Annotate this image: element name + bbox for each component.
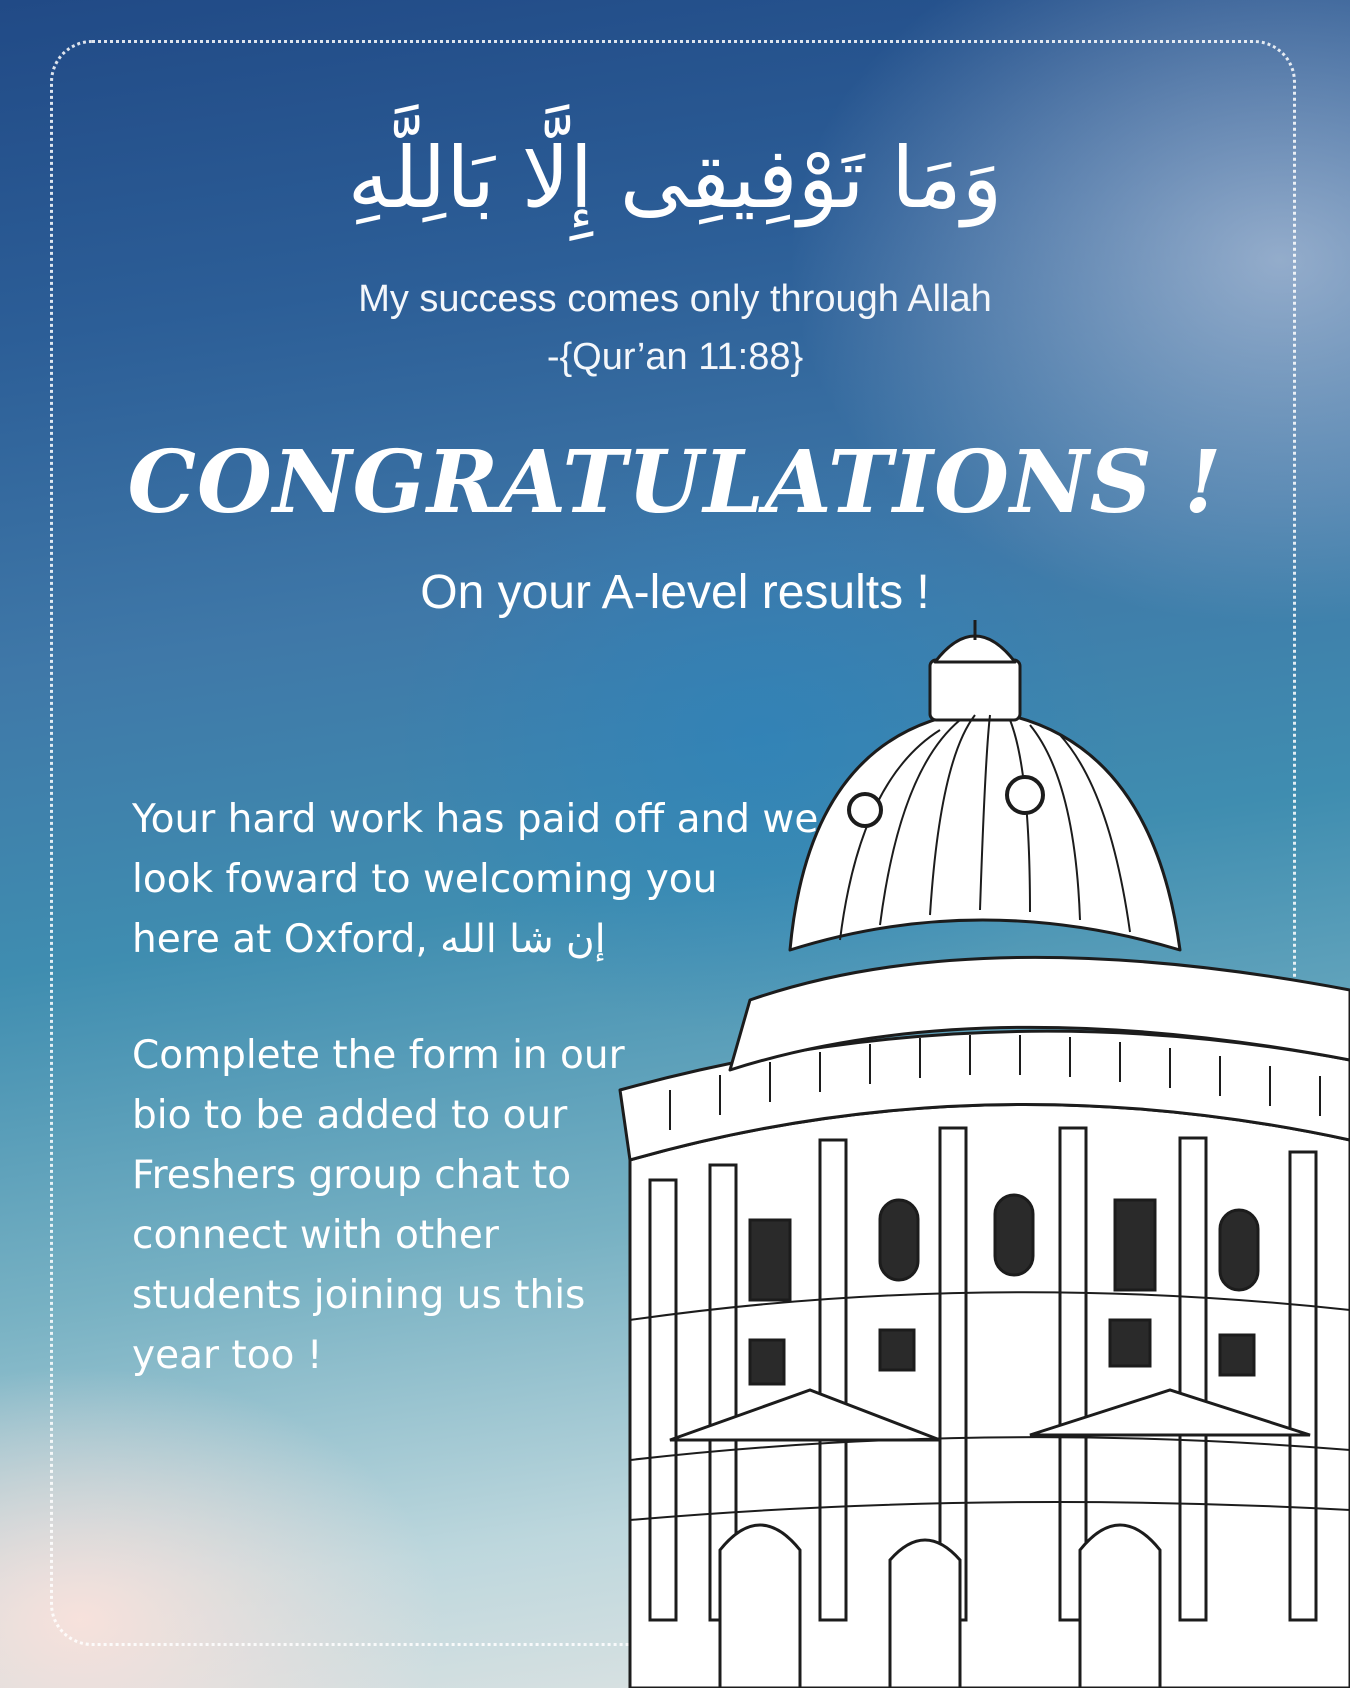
- translation-text: My success comes only through Allah: [358, 278, 992, 320]
- welcome-line: Your hard work has paid off and we: [132, 797, 819, 842]
- congratulations-heading: CONGRATULATIONS !: [127, 432, 1223, 533]
- verse-translation: [0, 270, 1350, 386]
- instruction-line: connect with other: [132, 1213, 499, 1258]
- instruction-line: bio to be added to our: [132, 1093, 568, 1138]
- instruction-line: Complete the form in our: [132, 1033, 625, 1078]
- form-instructions-paragraph: [132, 1026, 952, 1386]
- instruction-line: year too !: [132, 1333, 323, 1378]
- welcome-line: look foward to welcoming you: [132, 857, 718, 902]
- inshallah-text: إن شا الله: [440, 917, 606, 962]
- welcome-line-prefix: here at Oxford,: [132, 917, 428, 962]
- instruction-line: students joining us this: [132, 1273, 586, 1318]
- welcome-paragraph: [132, 790, 952, 970]
- results-subtitle: On your A-level results !: [420, 566, 930, 619]
- verse-reference: -{Qur’an 11:88}: [546, 336, 804, 378]
- welcome-line: [132, 910, 952, 970]
- arabic-verse: وَمَا تَوْفِيقِى إِلَّا بَالِلَّهِ: [347, 129, 1003, 227]
- instruction-line: Freshers group chat to: [132, 1153, 572, 1198]
